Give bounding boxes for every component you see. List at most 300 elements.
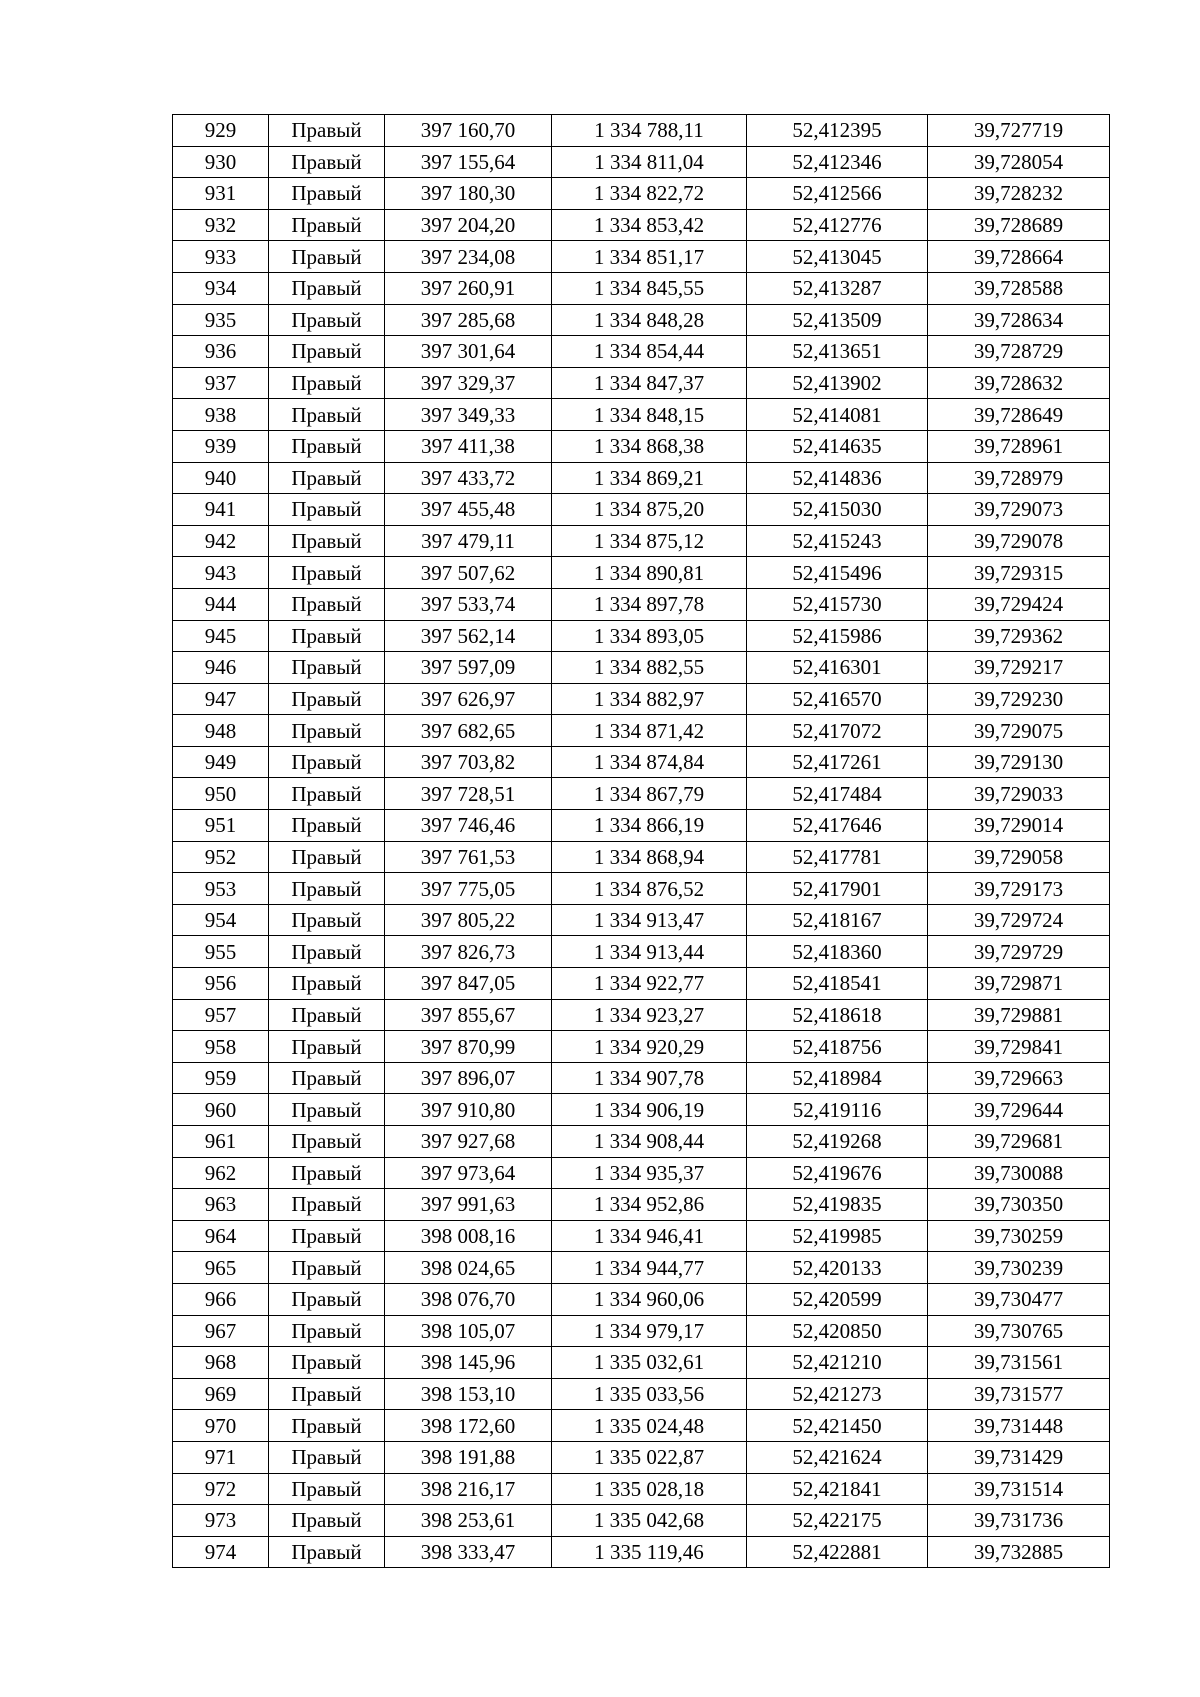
table-row — [173, 367, 1110, 399]
longitude-cell: 39,731448 — [928, 1410, 1110, 1442]
x-coordinate-cell: 397 260,91 — [385, 272, 552, 304]
side-cell: Правый — [269, 430, 385, 462]
point-number-cell: 931 — [173, 178, 269, 210]
table-row — [173, 715, 1110, 747]
x-coordinate-cell: 397 349,33 — [385, 399, 552, 431]
latitude-cell: 52,416301 — [747, 652, 928, 684]
longitude-cell: 39,729130 — [928, 746, 1110, 778]
y-coordinate-cell: 1 334 913,47 — [552, 904, 747, 936]
latitude-cell: 52,422175 — [747, 1505, 928, 1537]
side-cell: Правый — [269, 367, 385, 399]
y-coordinate-cell: 1 334 893,05 — [552, 620, 747, 652]
longitude-cell: 39,731561 — [928, 1347, 1110, 1379]
side-cell: Правый — [269, 1157, 385, 1189]
latitude-cell: 52,416570 — [747, 683, 928, 715]
x-coordinate-cell: 397 746,46 — [385, 810, 552, 842]
point-number-cell: 959 — [173, 1062, 269, 1094]
longitude-cell: 39,729881 — [928, 999, 1110, 1031]
coordinates-table — [172, 114, 1110, 1568]
x-coordinate-cell: 398 105,07 — [385, 1315, 552, 1347]
table-row — [173, 1347, 1110, 1379]
latitude-cell: 52,418360 — [747, 936, 928, 968]
table-row — [173, 1283, 1110, 1315]
x-coordinate-cell: 398 153,10 — [385, 1378, 552, 1410]
y-coordinate-cell: 1 334 946,41 — [552, 1220, 747, 1252]
side-cell: Правый — [269, 557, 385, 589]
x-coordinate-cell: 397 301,64 — [385, 336, 552, 368]
table-row — [173, 272, 1110, 304]
x-coordinate-cell: 397 507,62 — [385, 557, 552, 589]
x-coordinate-cell: 398 024,65 — [385, 1252, 552, 1284]
longitude-cell: 39,729362 — [928, 620, 1110, 652]
latitude-cell: 52,417646 — [747, 810, 928, 842]
x-coordinate-cell: 397 910,80 — [385, 1094, 552, 1126]
latitude-cell: 52,412566 — [747, 178, 928, 210]
x-coordinate-cell: 397 285,68 — [385, 304, 552, 336]
longitude-cell: 39,728689 — [928, 209, 1110, 241]
table-row — [173, 652, 1110, 684]
point-number-cell: 935 — [173, 304, 269, 336]
x-coordinate-cell: 397 597,09 — [385, 652, 552, 684]
point-number-cell: 967 — [173, 1315, 269, 1347]
latitude-cell: 52,421273 — [747, 1378, 928, 1410]
longitude-cell: 39,730350 — [928, 1189, 1110, 1221]
table-row — [173, 1031, 1110, 1063]
table-row — [173, 1536, 1110, 1568]
y-coordinate-cell: 1 334 952,86 — [552, 1189, 747, 1221]
side-cell: Правый — [269, 746, 385, 778]
y-coordinate-cell: 1 334 876,52 — [552, 873, 747, 905]
x-coordinate-cell: 398 253,61 — [385, 1505, 552, 1537]
x-coordinate-cell: 397 433,72 — [385, 462, 552, 494]
y-coordinate-cell: 1 334 788,11 — [552, 115, 747, 147]
latitude-cell: 52,419985 — [747, 1220, 928, 1252]
table-row — [173, 525, 1110, 557]
coordinates-table-body — [173, 115, 1110, 1568]
longitude-cell: 39,727719 — [928, 115, 1110, 147]
side-cell: Правый — [269, 178, 385, 210]
table-row — [173, 1062, 1110, 1094]
table-row — [173, 1220, 1110, 1252]
point-number-cell: 941 — [173, 494, 269, 526]
x-coordinate-cell: 397 805,22 — [385, 904, 552, 936]
point-number-cell: 929 — [173, 115, 269, 147]
latitude-cell: 52,418167 — [747, 904, 928, 936]
y-coordinate-cell: 1 334 944,77 — [552, 1252, 747, 1284]
latitude-cell: 52,415986 — [747, 620, 928, 652]
point-number-cell: 974 — [173, 1536, 269, 1568]
latitude-cell: 52,415730 — [747, 588, 928, 620]
side-cell: Правый — [269, 999, 385, 1031]
table-row — [173, 873, 1110, 905]
y-coordinate-cell: 1 335 042,68 — [552, 1505, 747, 1537]
table-row — [173, 1473, 1110, 1505]
point-number-cell: 965 — [173, 1252, 269, 1284]
table-row — [173, 810, 1110, 842]
latitude-cell: 52,415030 — [747, 494, 928, 526]
table-row — [173, 430, 1110, 462]
side-cell: Правый — [269, 620, 385, 652]
y-coordinate-cell: 1 334 868,94 — [552, 841, 747, 873]
longitude-cell: 39,729078 — [928, 525, 1110, 557]
y-coordinate-cell: 1 335 028,18 — [552, 1473, 747, 1505]
table-row — [173, 1378, 1110, 1410]
side-cell: Правый — [269, 1536, 385, 1568]
latitude-cell: 52,417781 — [747, 841, 928, 873]
latitude-cell: 52,413509 — [747, 304, 928, 336]
table-row — [173, 1410, 1110, 1442]
point-number-cell: 973 — [173, 1505, 269, 1537]
x-coordinate-cell: 397 562,14 — [385, 620, 552, 652]
table-row — [173, 999, 1110, 1031]
latitude-cell: 52,414635 — [747, 430, 928, 462]
point-number-cell: 952 — [173, 841, 269, 873]
longitude-cell: 39,729644 — [928, 1094, 1110, 1126]
y-coordinate-cell: 1 334 854,44 — [552, 336, 747, 368]
side-cell: Правый — [269, 968, 385, 1000]
side-cell: Правый — [269, 304, 385, 336]
longitude-cell: 39,728588 — [928, 272, 1110, 304]
point-number-cell: 940 — [173, 462, 269, 494]
y-coordinate-cell: 1 334 882,55 — [552, 652, 747, 684]
table-row — [173, 1315, 1110, 1347]
x-coordinate-cell: 398 076,70 — [385, 1283, 552, 1315]
point-number-cell: 964 — [173, 1220, 269, 1252]
latitude-cell: 52,413902 — [747, 367, 928, 399]
x-coordinate-cell: 397 703,82 — [385, 746, 552, 778]
side-cell: Правый — [269, 652, 385, 684]
side-cell: Правый — [269, 873, 385, 905]
y-coordinate-cell: 1 334 908,44 — [552, 1126, 747, 1158]
table-row — [173, 683, 1110, 715]
point-number-cell: 934 — [173, 272, 269, 304]
longitude-cell: 39,729033 — [928, 778, 1110, 810]
longitude-cell: 39,732885 — [928, 1536, 1110, 1568]
longitude-cell: 39,729014 — [928, 810, 1110, 842]
table-row — [173, 178, 1110, 210]
latitude-cell: 52,413287 — [747, 272, 928, 304]
point-number-cell: 963 — [173, 1189, 269, 1221]
y-coordinate-cell: 1 334 979,17 — [552, 1315, 747, 1347]
longitude-cell: 39,731736 — [928, 1505, 1110, 1537]
latitude-cell: 52,420599 — [747, 1283, 928, 1315]
longitude-cell: 39,730477 — [928, 1283, 1110, 1315]
latitude-cell: 52,419268 — [747, 1126, 928, 1158]
point-number-cell: 968 — [173, 1347, 269, 1379]
x-coordinate-cell: 397 826,73 — [385, 936, 552, 968]
table-row — [173, 115, 1110, 147]
side-cell: Правый — [269, 209, 385, 241]
table-row — [173, 936, 1110, 968]
x-coordinate-cell: 398 216,17 — [385, 1473, 552, 1505]
latitude-cell: 52,417901 — [747, 873, 928, 905]
y-coordinate-cell: 1 334 874,84 — [552, 746, 747, 778]
x-coordinate-cell: 397 533,74 — [385, 588, 552, 620]
y-coordinate-cell: 1 334 882,97 — [552, 683, 747, 715]
x-coordinate-cell: 397 896,07 — [385, 1062, 552, 1094]
y-coordinate-cell: 1 334 871,42 — [552, 715, 747, 747]
side-cell: Правый — [269, 115, 385, 147]
point-number-cell: 933 — [173, 241, 269, 273]
latitude-cell: 52,413045 — [747, 241, 928, 273]
longitude-cell: 39,730259 — [928, 1220, 1110, 1252]
longitude-cell: 39,729841 — [928, 1031, 1110, 1063]
latitude-cell: 52,420850 — [747, 1315, 928, 1347]
latitude-cell: 52,413651 — [747, 336, 928, 368]
x-coordinate-cell: 397 204,20 — [385, 209, 552, 241]
latitude-cell: 52,415243 — [747, 525, 928, 557]
x-coordinate-cell: 397 180,30 — [385, 178, 552, 210]
latitude-cell: 52,417072 — [747, 715, 928, 747]
table-row — [173, 399, 1110, 431]
side-cell: Правый — [269, 936, 385, 968]
point-number-cell: 960 — [173, 1094, 269, 1126]
longitude-cell: 39,729073 — [928, 494, 1110, 526]
x-coordinate-cell: 397 927,68 — [385, 1126, 552, 1158]
table-row — [173, 557, 1110, 589]
longitude-cell: 39,729663 — [928, 1062, 1110, 1094]
point-number-cell: 948 — [173, 715, 269, 747]
longitude-cell: 39,728054 — [928, 146, 1110, 178]
longitude-cell: 39,729724 — [928, 904, 1110, 936]
y-coordinate-cell: 1 334 935,37 — [552, 1157, 747, 1189]
table-row — [173, 778, 1110, 810]
y-coordinate-cell: 1 334 890,81 — [552, 557, 747, 589]
y-coordinate-cell: 1 334 906,19 — [552, 1094, 747, 1126]
latitude-cell: 52,417261 — [747, 746, 928, 778]
latitude-cell: 52,418756 — [747, 1031, 928, 1063]
longitude-cell: 39,729173 — [928, 873, 1110, 905]
point-number-cell: 957 — [173, 999, 269, 1031]
x-coordinate-cell: 397 973,64 — [385, 1157, 552, 1189]
point-number-cell: 950 — [173, 778, 269, 810]
table-row — [173, 841, 1110, 873]
point-number-cell: 954 — [173, 904, 269, 936]
side-cell: Правый — [269, 1220, 385, 1252]
y-coordinate-cell: 1 334 851,17 — [552, 241, 747, 273]
longitude-cell: 39,728649 — [928, 399, 1110, 431]
longitude-cell: 39,729871 — [928, 968, 1110, 1000]
side-cell: Правый — [269, 1062, 385, 1094]
point-number-cell: 943 — [173, 557, 269, 589]
latitude-cell: 52,420133 — [747, 1252, 928, 1284]
x-coordinate-cell: 397 234,08 — [385, 241, 552, 273]
latitude-cell: 52,422881 — [747, 1536, 928, 1568]
y-coordinate-cell: 1 334 907,78 — [552, 1062, 747, 1094]
table-row — [173, 1157, 1110, 1189]
y-coordinate-cell: 1 334 875,20 — [552, 494, 747, 526]
latitude-cell: 52,412395 — [747, 115, 928, 147]
side-cell: Правый — [269, 525, 385, 557]
side-cell: Правый — [269, 1189, 385, 1221]
latitude-cell: 52,414836 — [747, 462, 928, 494]
longitude-cell: 39,728232 — [928, 178, 1110, 210]
table-row — [173, 588, 1110, 620]
side-cell: Правый — [269, 904, 385, 936]
point-number-cell: 962 — [173, 1157, 269, 1189]
x-coordinate-cell: 398 172,60 — [385, 1410, 552, 1442]
x-coordinate-cell: 397 728,51 — [385, 778, 552, 810]
y-coordinate-cell: 1 334 913,44 — [552, 936, 747, 968]
x-coordinate-cell: 398 333,47 — [385, 1536, 552, 1568]
point-number-cell: 930 — [173, 146, 269, 178]
x-coordinate-cell: 398 145,96 — [385, 1347, 552, 1379]
x-coordinate-cell: 397 870,99 — [385, 1031, 552, 1063]
y-coordinate-cell: 1 334 847,37 — [552, 367, 747, 399]
latitude-cell: 52,419835 — [747, 1189, 928, 1221]
side-cell: Правый — [269, 1410, 385, 1442]
x-coordinate-cell: 397 775,05 — [385, 873, 552, 905]
longitude-cell: 39,729217 — [928, 652, 1110, 684]
latitude-cell: 52,421624 — [747, 1441, 928, 1473]
longitude-cell: 39,729058 — [928, 841, 1110, 873]
y-coordinate-cell: 1 334 869,21 — [552, 462, 747, 494]
point-number-cell: 932 — [173, 209, 269, 241]
point-number-cell: 949 — [173, 746, 269, 778]
longitude-cell: 39,730765 — [928, 1315, 1110, 1347]
table-row — [173, 462, 1110, 494]
side-cell: Правый — [269, 778, 385, 810]
x-coordinate-cell: 397 626,97 — [385, 683, 552, 715]
y-coordinate-cell: 1 334 923,27 — [552, 999, 747, 1031]
point-number-cell: 966 — [173, 1283, 269, 1315]
table-row — [173, 1441, 1110, 1473]
point-number-cell: 969 — [173, 1378, 269, 1410]
x-coordinate-cell: 398 191,88 — [385, 1441, 552, 1473]
table-row — [173, 1505, 1110, 1537]
side-cell: Правый — [269, 1252, 385, 1284]
longitude-cell: 39,728664 — [928, 241, 1110, 273]
latitude-cell: 52,421841 — [747, 1473, 928, 1505]
point-number-cell: 958 — [173, 1031, 269, 1063]
side-cell: Правый — [269, 1441, 385, 1473]
y-coordinate-cell: 1 334 920,29 — [552, 1031, 747, 1063]
table-row — [173, 1189, 1110, 1221]
x-coordinate-cell: 398 008,16 — [385, 1220, 552, 1252]
point-number-cell: 956 — [173, 968, 269, 1000]
y-coordinate-cell: 1 334 897,78 — [552, 588, 747, 620]
table-row — [173, 304, 1110, 336]
side-cell: Правый — [269, 462, 385, 494]
side-cell: Правый — [269, 810, 385, 842]
table-row — [173, 336, 1110, 368]
y-coordinate-cell: 1 334 845,55 — [552, 272, 747, 304]
point-number-cell: 937 — [173, 367, 269, 399]
latitude-cell: 52,418541 — [747, 968, 928, 1000]
side-cell: Правый — [269, 588, 385, 620]
longitude-cell: 39,731429 — [928, 1441, 1110, 1473]
y-coordinate-cell: 1 334 868,38 — [552, 430, 747, 462]
latitude-cell: 52,418618 — [747, 999, 928, 1031]
longitude-cell: 39,728632 — [928, 367, 1110, 399]
y-coordinate-cell: 1 335 033,56 — [552, 1378, 747, 1410]
y-coordinate-cell: 1 334 960,06 — [552, 1283, 747, 1315]
latitude-cell: 52,421450 — [747, 1410, 928, 1442]
latitude-cell: 52,412346 — [747, 146, 928, 178]
longitude-cell: 39,729424 — [928, 588, 1110, 620]
y-coordinate-cell: 1 334 811,04 — [552, 146, 747, 178]
side-cell: Правый — [269, 841, 385, 873]
longitude-cell: 39,730088 — [928, 1157, 1110, 1189]
longitude-cell: 39,728979 — [928, 462, 1110, 494]
latitude-cell: 52,418984 — [747, 1062, 928, 1094]
side-cell: Правый — [269, 683, 385, 715]
x-coordinate-cell: 397 155,64 — [385, 146, 552, 178]
latitude-cell: 52,421210 — [747, 1347, 928, 1379]
x-coordinate-cell: 397 411,38 — [385, 430, 552, 462]
latitude-cell: 52,412776 — [747, 209, 928, 241]
side-cell: Правый — [269, 1347, 385, 1379]
table-row — [173, 620, 1110, 652]
side-cell: Правый — [269, 146, 385, 178]
side-cell: Правый — [269, 715, 385, 747]
x-coordinate-cell: 397 761,53 — [385, 841, 552, 873]
point-number-cell: 951 — [173, 810, 269, 842]
point-number-cell: 936 — [173, 336, 269, 368]
side-cell: Правый — [269, 1126, 385, 1158]
side-cell: Правый — [269, 241, 385, 273]
point-number-cell: 953 — [173, 873, 269, 905]
longitude-cell: 39,729729 — [928, 936, 1110, 968]
side-cell: Правый — [269, 272, 385, 304]
y-coordinate-cell: 1 334 853,42 — [552, 209, 747, 241]
y-coordinate-cell: 1 335 024,48 — [552, 1410, 747, 1442]
x-coordinate-cell: 397 682,65 — [385, 715, 552, 747]
side-cell: Правый — [269, 1031, 385, 1063]
table-row — [173, 146, 1110, 178]
longitude-cell: 39,729315 — [928, 557, 1110, 589]
longitude-cell: 39,731577 — [928, 1378, 1110, 1410]
side-cell: Правый — [269, 494, 385, 526]
point-number-cell: 945 — [173, 620, 269, 652]
point-number-cell: 947 — [173, 683, 269, 715]
latitude-cell: 52,419116 — [747, 1094, 928, 1126]
point-number-cell: 946 — [173, 652, 269, 684]
table-row — [173, 1126, 1110, 1158]
latitude-cell: 52,419676 — [747, 1157, 928, 1189]
point-number-cell: 971 — [173, 1441, 269, 1473]
longitude-cell: 39,730239 — [928, 1252, 1110, 1284]
side-cell: Правый — [269, 1094, 385, 1126]
longitude-cell: 39,731514 — [928, 1473, 1110, 1505]
side-cell: Правый — [269, 1315, 385, 1347]
latitude-cell: 52,414081 — [747, 399, 928, 431]
x-coordinate-cell: 397 479,11 — [385, 525, 552, 557]
side-cell: Правый — [269, 1505, 385, 1537]
longitude-cell: 39,728961 — [928, 430, 1110, 462]
latitude-cell: 52,415496 — [747, 557, 928, 589]
y-coordinate-cell: 1 335 032,61 — [552, 1347, 747, 1379]
point-number-cell: 961 — [173, 1126, 269, 1158]
side-cell: Правый — [269, 1378, 385, 1410]
longitude-cell: 39,729230 — [928, 683, 1110, 715]
x-coordinate-cell: 397 855,67 — [385, 999, 552, 1031]
side-cell: Правый — [269, 399, 385, 431]
longitude-cell: 39,728729 — [928, 336, 1110, 368]
x-coordinate-cell: 397 991,63 — [385, 1189, 552, 1221]
table-row — [173, 904, 1110, 936]
point-number-cell: 942 — [173, 525, 269, 557]
y-coordinate-cell: 1 334 866,19 — [552, 810, 747, 842]
y-coordinate-cell: 1 335 119,46 — [552, 1536, 747, 1568]
point-number-cell: 938 — [173, 399, 269, 431]
y-coordinate-cell: 1 334 875,12 — [552, 525, 747, 557]
y-coordinate-cell: 1 334 867,79 — [552, 778, 747, 810]
table-row — [173, 1252, 1110, 1284]
side-cell: Правый — [269, 1473, 385, 1505]
y-coordinate-cell: 1 334 822,72 — [552, 178, 747, 210]
table-row — [173, 241, 1110, 273]
